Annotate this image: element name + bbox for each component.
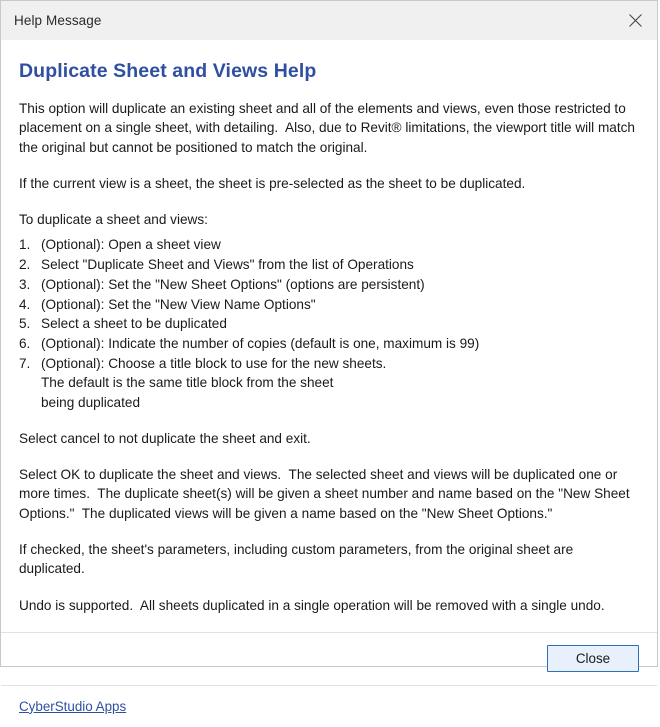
- list-item: [19, 295, 639, 315]
- step-subtext: being duplicated: [41, 395, 141, 411]
- undo-note: Undo is supported. All sheets duplicated in a single operation will be removed with a single undo.: [19, 597, 605, 613]
- step-text: (Optional): Choose a title block to use for the new sheets.: [41, 355, 387, 371]
- steps-list: [19, 235, 639, 412]
- step-text: (Optional): Set the "New Sheet Options" (options are persistent): [41, 276, 425, 292]
- list-item-sub: [19, 393, 639, 413]
- step-text: Select "Duplicate Sheet and Views" from the list of Operations: [41, 257, 414, 273]
- close-icon[interactable]: [613, 2, 657, 39]
- list-item: [19, 314, 639, 334]
- list-item-sub: [19, 373, 639, 393]
- step-number: 6.: [19, 336, 31, 351]
- steps-intro: To duplicate a sheet and views:: [19, 212, 208, 228]
- ok-note: Select OK to duplicate the sheet and views. The selected sheet and views will be duplicated one or more times. The duplicate sheet(s) will be given a sheet number and name based on the "New Sheet Options." The duplicated views will be given a name based on the "New Sheet Options.": [19, 467, 634, 521]
- window-title: Help Message: [14, 12, 102, 28]
- close-button[interactable]: Close: [547, 645, 639, 672]
- step-number: 1.: [19, 237, 31, 253]
- step-number: 4.: [19, 296, 31, 312]
- step-number: 2.: [19, 257, 31, 273]
- cyberstudio-apps-link[interactable]: CyberStudio Apps: [19, 698, 127, 714]
- step-text: (Optional): Open a sheet view: [41, 237, 221, 253]
- title-bar: [1, 1, 657, 40]
- step-number: 7.: [19, 355, 31, 371]
- help-content: [1, 40, 657, 632]
- page-title: Duplicate Sheet and Views Help: [19, 60, 317, 82]
- list-item: [19, 235, 639, 255]
- step-text: (Optional): Set the "New View Name Options": [41, 296, 316, 312]
- step-number: 3.: [19, 276, 31, 292]
- list-item: [19, 354, 639, 374]
- link-bar: [1, 685, 657, 727]
- step-subtext: The default is the same title block from the sheet: [41, 375, 334, 391]
- cancel-note: Select cancel to not duplicate the sheet and exit.: [19, 430, 311, 446]
- list-item: [19, 255, 639, 275]
- preselect-paragraph: If the current view is a sheet, the sheet is pre-selected as the sheet to be duplicated.: [19, 175, 526, 191]
- list-item: [19, 275, 639, 295]
- button-bar: [1, 633, 657, 685]
- step-text: Select a sheet to be duplicated: [41, 316, 227, 332]
- step-number: 5.: [19, 316, 31, 332]
- parameters-note: If checked, the sheet's parameters, including custom parameters, from the original sheet are duplicated.: [19, 542, 577, 577]
- step-text: (Optional): Indicate the number of copies (default is one, maximum is 99): [41, 336, 480, 351]
- intro-paragraph: This option will duplicate an existing sheet and all of the elements and views, even those restricted to placement on a single sheet, with detailing. Also, due to Revit® limitations, the viewport title will match the original but cannot be positioned to match the original.: [19, 101, 639, 155]
- list-item: [19, 334, 639, 354]
